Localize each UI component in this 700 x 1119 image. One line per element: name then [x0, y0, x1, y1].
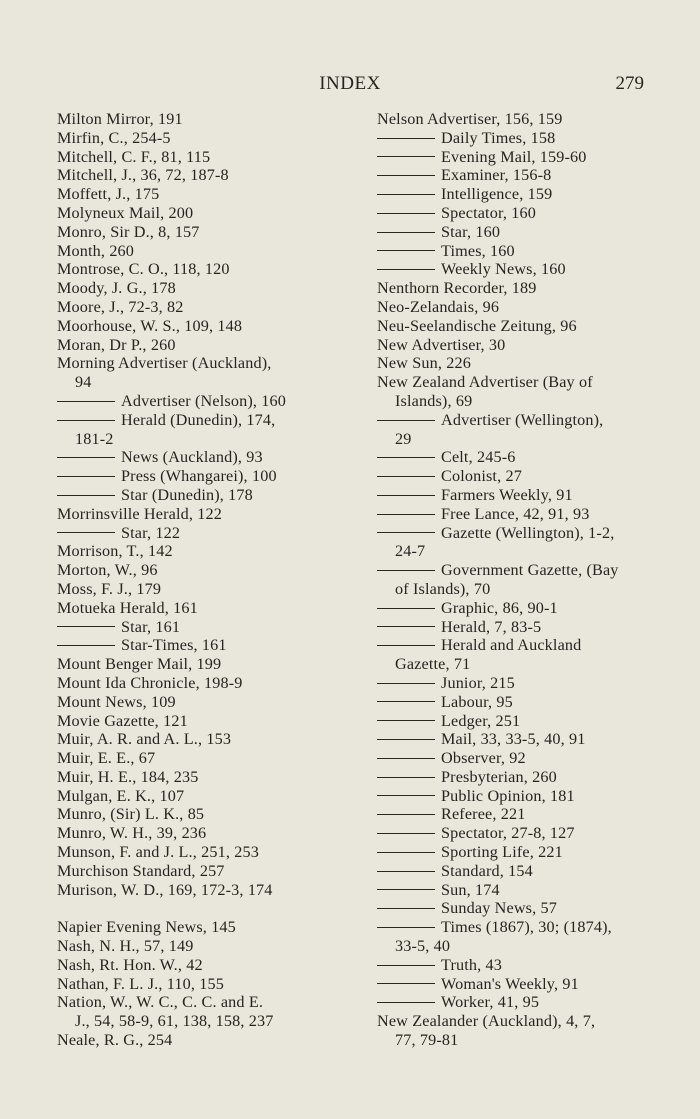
- ditto-dash: [377, 420, 435, 421]
- index-entry-continuation: [377, 392, 649, 411]
- index-entry: [57, 655, 347, 674]
- index-subentry: [377, 242, 649, 261]
- ditto-dash: [377, 701, 435, 702]
- index-entry-text: Gazette (Wellington), 1-2,: [441, 523, 615, 542]
- index-entry-text: Times (1867), 30; (1874),: [441, 918, 612, 937]
- index-entry: [57, 956, 347, 975]
- index-entry-text: Examiner, 156-8: [441, 166, 552, 185]
- index-entry-text: Moore, J., 72-3, 82: [57, 297, 184, 316]
- index-entry-text: Herald and Auckland: [441, 636, 582, 655]
- index-entry: [57, 881, 347, 900]
- index-subentry: [377, 956, 649, 975]
- index-entry: [57, 787, 347, 806]
- index-entry-text: Morrison, T., 142: [57, 542, 173, 561]
- index-entry-text: Morrinsville Herald, 122: [57, 504, 222, 523]
- index-subentry: [377, 881, 649, 900]
- ditto-dash: [377, 570, 435, 571]
- index-entry-text: Press (Whangarei), 100: [121, 467, 277, 486]
- index-column-left: [57, 110, 347, 1050]
- ditto-dash: [377, 739, 435, 740]
- index-entry-continuation: [57, 1012, 347, 1031]
- ditto-dash: [377, 965, 435, 966]
- index-entry: [57, 260, 347, 279]
- index-entry-text: Mitchell, J., 36, 72, 187-8: [57, 166, 229, 185]
- index-entry: [57, 242, 347, 261]
- ditto-dash: [377, 608, 435, 609]
- index-entry-text: Munro, W. H., 39, 236: [57, 824, 207, 843]
- index-entry-text: Herald, 7, 83-5: [441, 617, 542, 636]
- index-entry: [57, 824, 347, 843]
- index-entry-text: New Zealander (Auckland), 4, 7,: [377, 1012, 596, 1031]
- index-entry-text: Neale, R. G., 254: [57, 1031, 173, 1050]
- index-subentry: [377, 899, 649, 918]
- index-subentry: [57, 636, 347, 655]
- ditto-dash: [57, 645, 115, 646]
- index-entry-text: Daily Times, 158: [441, 128, 556, 147]
- ditto-dash: [377, 983, 435, 984]
- index-entry: [57, 148, 347, 167]
- index-entry-text: Montrose, C. O., 118, 120: [57, 260, 230, 279]
- index-entry-text: Monro, Sir D., 8, 157: [57, 222, 200, 241]
- index-entry: [377, 317, 649, 336]
- index-entry-text: Standard, 154: [441, 861, 533, 880]
- ditto-dash: [377, 777, 435, 778]
- index-subentry: [377, 824, 649, 843]
- index-entry-text: Mount Ida Chronicle, 198-9: [57, 673, 243, 692]
- index-entry: [377, 354, 649, 373]
- index-entry-text: Farmers Weekly, 91: [441, 485, 573, 504]
- index-entry-text: Star (Dunedin), 178: [121, 485, 253, 504]
- index-entry-text: 94: [75, 373, 92, 392]
- index-entry: [377, 336, 649, 355]
- index-entry-text: Mitchell, C. F., 81, 115: [57, 147, 211, 166]
- index-subentry: [377, 768, 649, 787]
- index-entry-text: Muir, E. E., 67: [57, 749, 156, 768]
- index-subentry: [377, 618, 649, 637]
- index-entry-text: Motueka Herald, 161: [57, 598, 198, 617]
- index-entry-text: Junior, 215: [441, 673, 515, 692]
- index-entry-text: Observer, 92: [441, 749, 526, 768]
- index-entry-text: Colonist, 27: [441, 467, 522, 486]
- index-entry: [57, 110, 347, 129]
- index-entry-text: New Sun, 226: [377, 354, 471, 373]
- index-entry-text: Moorhouse, W. S., 109, 148: [57, 316, 243, 335]
- index-entry: [57, 336, 347, 355]
- ditto-dash: [377, 683, 435, 684]
- index-entry: [57, 1031, 347, 1050]
- ditto-dash: [377, 645, 435, 646]
- index-entry: [57, 730, 347, 749]
- index-entry-text: Weekly News, 160: [441, 260, 566, 279]
- index-entry: [57, 279, 347, 298]
- index-entry-text: Sunday News, 57: [441, 899, 558, 918]
- ditto-dash: [377, 1002, 435, 1003]
- ditto-dash: [377, 871, 435, 872]
- index-entry-text: Milton Mirror, 191: [57, 110, 183, 128]
- index-entry-text: 24-7: [395, 542, 426, 561]
- index-subentry: [377, 975, 649, 994]
- index-subentry: [377, 467, 649, 486]
- index-subentry: [377, 411, 649, 430]
- ditto-dash: [377, 514, 435, 515]
- index-entry-text: Advertiser (Nelson), 160: [121, 391, 286, 410]
- index-entry-text: 33-5, 40: [395, 937, 451, 956]
- index-entry-text: Napier Evening News, 145: [57, 918, 236, 937]
- index-entry-text: New Advertiser, 30: [377, 335, 506, 354]
- index-entry: [377, 373, 649, 392]
- index-entry-text: 29: [395, 429, 412, 448]
- index-entry-text: Munson, F. and J. L., 251, 253: [57, 843, 259, 862]
- index-entry-text: of Islands), 70: [395, 579, 491, 598]
- index-entry-text: Government Gazette, (Bay: [441, 561, 619, 580]
- index-entry-text: Worker, 41, 95: [441, 993, 540, 1012]
- ditto-dash: [57, 626, 115, 627]
- index-entry-text: Mirfin, C., 254-5: [57, 128, 171, 147]
- index-entry-continuation: [377, 655, 649, 674]
- index-subentry: [377, 862, 649, 881]
- ditto-dash: [377, 758, 435, 759]
- index-subentry: [377, 636, 649, 655]
- index-subentry: [57, 467, 347, 486]
- index-entry-text: Moss, F. J., 179: [57, 579, 162, 598]
- index-entry-text: Mount Benger Mail, 199: [57, 655, 222, 674]
- index-entry: [57, 354, 347, 373]
- ditto-dash: [377, 156, 435, 157]
- index-entry-text: Celt, 245-6: [441, 448, 516, 467]
- index-entry: [377, 279, 649, 298]
- ditto-dash: [377, 927, 435, 928]
- index-entry-text: Gazette, 71: [395, 655, 471, 674]
- index-entry: [57, 298, 347, 317]
- index-entry: [57, 843, 347, 862]
- index-subentry: [377, 993, 649, 1012]
- index-entry-continuation: [377, 937, 649, 956]
- index-entry-text: Star, 122: [121, 523, 181, 542]
- ditto-dash: [377, 476, 435, 477]
- index-entry-continuation: [377, 1031, 649, 1050]
- index-entry: [377, 1012, 649, 1031]
- index-entry: [57, 223, 347, 242]
- index-entry: [57, 204, 347, 223]
- ditto-dash: [377, 626, 435, 627]
- index-entry: [57, 862, 347, 881]
- index-entry-continuation: [377, 580, 649, 599]
- index-entry-text: Herald (Dunedin), 174,: [121, 410, 276, 429]
- index-entry-text: Referee, 221: [441, 805, 526, 824]
- index-subentry: [57, 486, 347, 505]
- index-subentry: [377, 730, 649, 749]
- index-entry-text: Movie Gazette, 121: [57, 711, 188, 730]
- index-entry-text: Star, 160: [441, 222, 501, 241]
- ditto-dash: [377, 720, 435, 721]
- index-entry-text: Sun, 174: [441, 880, 500, 899]
- index-entry-text: Morton, W., 96: [57, 561, 158, 580]
- index-entry-text: Evening Mail, 159-60: [441, 147, 587, 166]
- index-entry-text: Advertiser (Wellington),: [441, 410, 604, 429]
- index-entry: [57, 918, 347, 937]
- page-number: 279: [615, 73, 644, 94]
- index-entry: [57, 599, 347, 618]
- index-entry-text: Moffett, J., 175: [57, 185, 160, 204]
- index-entry: [57, 975, 347, 994]
- index-entry-continuation: [377, 430, 649, 449]
- index-subentry: [377, 129, 649, 148]
- ditto-dash: [377, 213, 435, 214]
- index-entry-text: Month, 260: [57, 241, 135, 260]
- index-subentry: [377, 166, 649, 185]
- ditto-dash: [57, 495, 115, 496]
- index-entry-text: Nelson Advertiser, 156, 159: [377, 110, 563, 128]
- index-subentry: [377, 843, 649, 862]
- index-subentry: [377, 805, 649, 824]
- ditto-dash: [57, 420, 115, 421]
- ditto-dash: [377, 495, 435, 496]
- index-entry: [57, 768, 347, 787]
- index-entry-text: Intelligence, 159: [441, 185, 553, 204]
- index-subentry: [377, 693, 649, 712]
- index-entry-text: Nash, N. H., 57, 149: [57, 937, 194, 956]
- ditto-dash: [57, 401, 115, 402]
- index-entry-text: Muir, H. E., 184, 235: [57, 767, 199, 786]
- index-subentry: [377, 185, 649, 204]
- index-entry-text: News (Auckland), 93: [121, 448, 263, 467]
- index-entry-text: Nenthorn Recorder, 189: [377, 279, 537, 298]
- index-section-gap: [57, 899, 347, 918]
- index-entry-text: Molyneux Mail, 200: [57, 203, 194, 222]
- index-entry-continuation: [377, 542, 649, 561]
- index-entry-text: Public Opinion, 181: [441, 786, 575, 805]
- index-subentry: [377, 148, 649, 167]
- index-entry-text: Times, 160: [441, 241, 515, 260]
- ditto-dash: [57, 476, 115, 477]
- index-entry: [57, 166, 347, 185]
- index-entry: [377, 110, 649, 129]
- ditto-dash: [377, 889, 435, 890]
- index-entry: [57, 561, 347, 580]
- index-subentry: [377, 486, 649, 505]
- index-entry-text: Truth, 43: [441, 955, 503, 974]
- index-entry: [57, 317, 347, 336]
- index-entry-text: Spectator, 160: [441, 203, 536, 222]
- index-entry-text: Morning Advertiser (Auckland),: [57, 354, 272, 373]
- index-subentry: [57, 448, 347, 467]
- index-entry-text: 77, 79-81: [395, 1031, 459, 1050]
- index-entry: [57, 185, 347, 204]
- index-entry-text: Munro, (Sir) L. K., 85: [57, 805, 205, 824]
- index-entry-text: Star, 161: [121, 617, 181, 636]
- index-subentry: [57, 618, 347, 637]
- index-subentry: [57, 411, 347, 430]
- index-entry-text: Nash, Rt. Hon. W., 42: [57, 955, 203, 974]
- index-entry: [57, 805, 347, 824]
- index-entry: [57, 693, 347, 712]
- index-entry-text: Neo-Zelandais, 96: [377, 297, 500, 316]
- index-entry-text: Islands), 69: [395, 391, 473, 410]
- index-entry-text: Muir, A. R. and A. L., 153: [57, 730, 232, 749]
- index-entry-text: Mount News, 109: [57, 692, 176, 711]
- index-entry: [57, 580, 347, 599]
- page-title: INDEX: [319, 73, 381, 94]
- index-entry: [57, 993, 347, 1012]
- index-subentry: [377, 561, 649, 580]
- ditto-dash: [377, 138, 435, 139]
- index-entry-text: Moran, Dr P., 260: [57, 335, 176, 354]
- index-column-right: [377, 110, 649, 1050]
- index-entry-text: Mail, 33, 33-5, 40, 91: [441, 730, 586, 749]
- index-entry: [57, 749, 347, 768]
- ditto-dash: [377, 175, 435, 176]
- index-entry-text: Neu-Seelandische Zeitung, 96: [377, 316, 577, 335]
- index-entry-text: Presbyterian, 260: [441, 767, 557, 786]
- index-entry: [57, 505, 347, 524]
- index-entry-text: Nation, W., W. C., C. C. and E.: [57, 993, 264, 1012]
- index-subentry: [377, 223, 649, 242]
- ditto-dash: [57, 532, 115, 533]
- index-subentry: [377, 712, 649, 731]
- ditto-dash: [377, 250, 435, 251]
- index-subentry: [57, 392, 347, 411]
- index-entry-continuation: [57, 430, 347, 449]
- index-entry: [57, 712, 347, 731]
- index-subentry: [377, 787, 649, 806]
- index-entry-text: 181-2: [75, 429, 114, 448]
- index-entry-text: Woman's Weekly, 91: [441, 974, 579, 993]
- ditto-dash: [377, 814, 435, 815]
- index-entry-text: Labour, 95: [441, 692, 513, 711]
- ditto-dash: [377, 795, 435, 796]
- index-entry-text: Sporting Life, 221: [441, 843, 563, 862]
- index-entry-text: Mulgan, E. K., 107: [57, 786, 185, 805]
- index-subentry: [377, 599, 649, 618]
- ditto-dash: [377, 852, 435, 853]
- index-entry-text: Spectator, 27-8, 127: [441, 824, 575, 843]
- index-subentry: [377, 749, 649, 768]
- index-subentry: [377, 505, 649, 524]
- ditto-dash: [377, 232, 435, 233]
- index-entry-text: Free Lance, 42, 91, 93: [441, 504, 590, 523]
- ditto-dash: [377, 532, 435, 533]
- ditto-dash: [377, 194, 435, 195]
- index-subentry: [377, 674, 649, 693]
- index-subentry: [377, 524, 649, 543]
- index-entry: [377, 298, 649, 317]
- index-subentry: [57, 524, 347, 543]
- index-subentry: [377, 204, 649, 223]
- index-subentry: [377, 448, 649, 467]
- index-entry-text: Murchison Standard, 257: [57, 861, 225, 880]
- index-entry-text: New Zealand Advertiser (Bay of: [377, 373, 593, 392]
- ditto-dash: [377, 908, 435, 909]
- index-entry-text: Graphic, 86, 90-1: [441, 598, 558, 617]
- index-entry: [57, 542, 347, 561]
- index-subentry: [377, 918, 649, 937]
- ditto-dash: [57, 457, 115, 458]
- index-entry: [57, 129, 347, 148]
- index-entry-text: J., 54, 58-9, 61, 138, 158, 237: [75, 1012, 274, 1031]
- index-entry-text: Star-Times, 161: [121, 636, 227, 655]
- index-entry-text: Moody, J. G., 178: [57, 279, 176, 298]
- index-entry-continuation: [57, 373, 347, 392]
- index-entry-text: Murison, W. D., 169, 172-3, 174: [57, 880, 273, 899]
- ditto-dash: [377, 457, 435, 458]
- index-entry-text: Ledger, 251: [441, 711, 521, 730]
- index-entry-text: Nathan, F. L. J., 110, 155: [57, 974, 225, 993]
- ditto-dash: [377, 269, 435, 270]
- index-entry: [57, 674, 347, 693]
- index-entry: [57, 937, 347, 956]
- index-subentry: [377, 260, 649, 279]
- ditto-dash: [377, 833, 435, 834]
